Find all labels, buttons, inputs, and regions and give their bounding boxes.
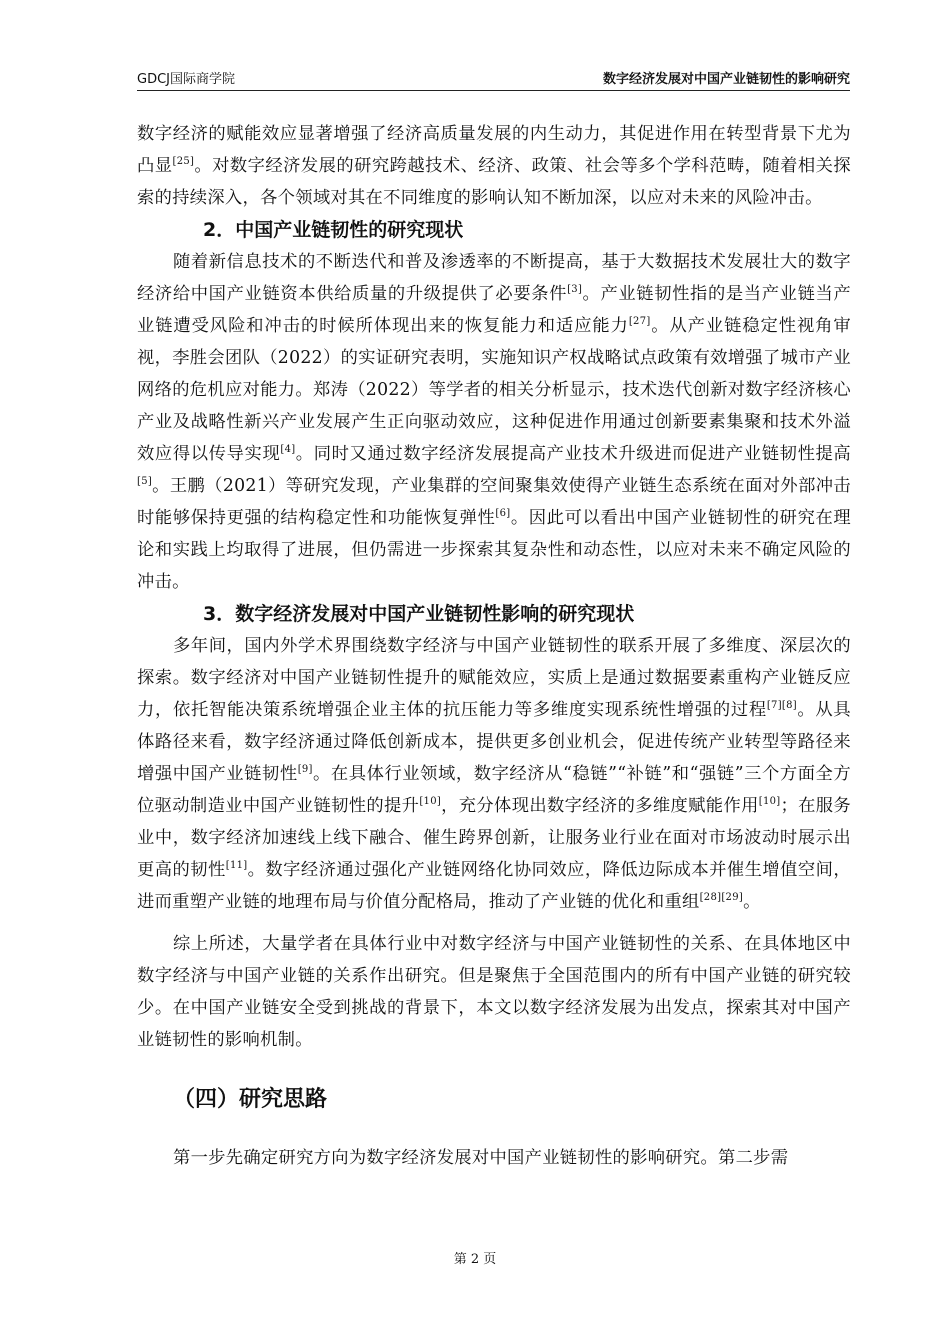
citation: [6] — [495, 508, 511, 519]
spacer — [137, 918, 851, 928]
citation: [28][29] — [699, 892, 744, 903]
paragraph-intro: 数字经济的赋能效应显著增强了经济高质量发展的内生动力，其促进作用在转型背景下尤为凸显[25]。对数字经济发展的研究跨越技术、经济、政策、社会等多个学科范畴，随着相关探索的持续深入，各个领域对其在不同维度的影响认知不断加深，以应对未来的风险冲击。 — [137, 124, 851, 208]
citation: [4] — [280, 444, 296, 455]
page-number: 第 2 页 — [453, 1252, 497, 1267]
section-heading-2: 2．中国产业链韧性的研究现状 — [203, 219, 464, 241]
citation: [7][8] — [766, 700, 797, 711]
citation: [11] — [225, 860, 248, 871]
citation: [27] — [628, 316, 651, 327]
page-body — [137, 118, 851, 1174]
section-heading-3: 3．数字经济发展对中国产业链韧性影响的研究现状 — [203, 603, 635, 625]
citation: [9] — [297, 764, 313, 775]
paragraph-impact: 多年间，国内外学术界围绕数字经济与中国产业链韧性的联系开展了多维度、深层次的探索。数字经济对中国产业链韧性提升的赋能效应，实质上是通过数据要素重构产业链反应力，依托智能决策系统增强企业主体的抗压能力等多维度实现系统性增强的过程[7][8]。从具体路径来看，数字经济通过降低创新成本，提供更多创业机会，促进传统产业转型等路径来增强中国产业链韧性[9]。在具体行业领域，数字经济从“稳链”“补链”和“强链”三个方面全方位驱动制造业中国产业链韧性的提升[10]，充分体现出数字经济的多维度赋能作用[10]；在服务业中，数字经济加速线上线下融合、催生跨界创新，让服务业行业在面对市场波动时展示出更高的韧性[11]。数字经济通过强化产业链网络化协同效应，降低边际成本并催生增值空间，进而重塑产业链的地理布局与价值分配格局，推动了产业链的优化和重组[28][29]。 — [137, 636, 852, 912]
citation: [10] — [419, 796, 442, 807]
citation: [3] — [567, 284, 583, 295]
page-header — [137, 66, 850, 91]
section-heading-research-approach: （四）研究思路 — [173, 1087, 328, 1112]
citation: [10] — [758, 796, 781, 807]
citation: [5] — [137, 476, 153, 487]
paragraph-approach: 第一步先确定研究方向为数字经济发展对中国产业链韧性的影响研究。第二步需 — [173, 1148, 789, 1168]
header-institution: GDCJ国际商学院 — [137, 72, 235, 87]
header-paper-title: 数字经济发展对中国产业链韧性的影响研究 — [602, 72, 850, 87]
paragraph-resilience: 随着新信息技术的不断迭代和普及渗透率的不断提高，基于大数据技术发展壮大的数字经济给中国产业链资本供给质量的升级提供了必要条件[3]。产业链韧性指的是当产业链当产业链遭受风险和冲击的时候所体现出来的恢复能力和适应能力[27]。从产业链稳定性视角审视，李胜会团队（2022）的实证研究表明，实施知识产权战略试点政策有效增强了城市产业网络的危机应对能力。郑涛（2022）等学者的相关分析显示，技术迭代创新对数字经济核心产业及战略性新兴产业发展产生正向驱动效应，这种促进作用通过创新要素集聚和技术外溢效应得以传导实现[4]。同时又通过数字经济发展提高产业技术升级进而促进产业链韧性提高[5]。王鹏（2021）等研究发现，产业集群的空间聚集效使得产业链生态系统在面对外部冲击时能够保持更强的结构稳定性和功能恢复弹性[6]。因此可以看出中国产业链韧性的研究在理论和实践上均取得了进展，但仍需进一步探索其复杂性和动态性，以应对未来不确定风险的冲击。 — [137, 252, 851, 592]
citation: [25] — [172, 156, 195, 167]
paragraph-summary: 综上所述，大量学者在具体行业中对数字经济与中国产业链韧性的关系、在具体地区中数字经济与中国产业链的关系作出研究。但是聚焦于全国范围内的所有中国产业链的研究较少。在中国产业链安全受到挑战的背景下，本文以数字经济发展为出发点，探索其对中国产业链韧性的影响机制。 — [137, 934, 851, 1050]
